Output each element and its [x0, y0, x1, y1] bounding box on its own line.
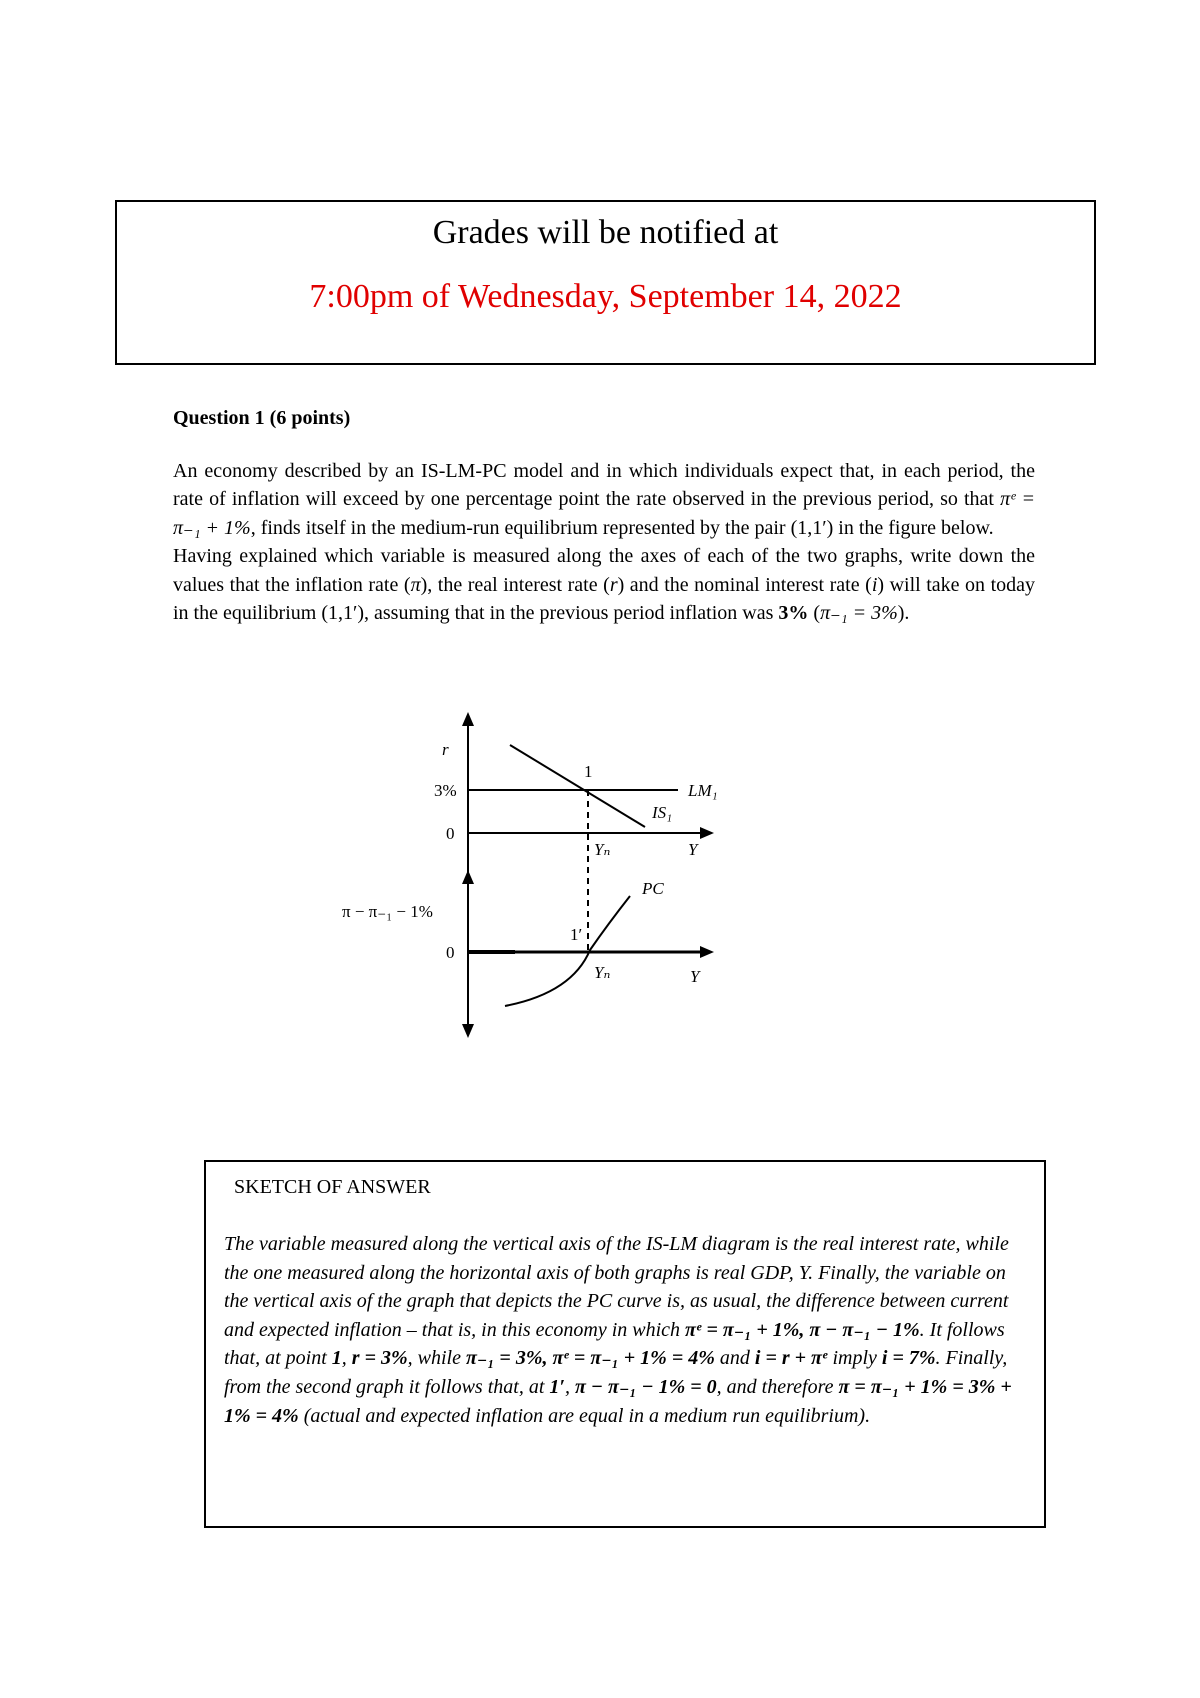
question-text: An economy described by an IS-LM-PC model and in which individuals expect that, in each period, the rate of inflation will exceed by one percentage point the rate observed in the previous period, so that	[173, 460, 1035, 511]
previous-inflation-equation: π₋₁ = 3%	[820, 602, 898, 625]
tick-label-0-bottom: 0	[446, 943, 455, 962]
equilibrium-pair: (1,1′)	[790, 516, 834, 539]
answer-text: . Finally, from the second graph it follows that, at	[224, 1347, 1008, 1398]
r-symbol: r	[609, 573, 618, 596]
previous-inflation-value: 3%	[778, 602, 809, 625]
tick-label-0-top: 0	[446, 824, 455, 843]
lm-label: LM₁	[688, 781, 718, 800]
answer-body	[224, 1230, 1028, 1430]
answer-title: SKETCH OF ANSWER	[234, 1176, 431, 1198]
bottom-y-axis-label: π − π₋₁ − 1%	[342, 902, 433, 921]
point-1prime-label: 1′	[570, 925, 583, 944]
question-text: ).	[897, 602, 910, 625]
answer-text: imply	[827, 1347, 882, 1370]
answer-text: , while	[407, 1347, 466, 1370]
notice-date: 7:00pm of Wednesday, September 14, 2022	[309, 278, 902, 315]
tick-label-3pct: 3%	[434, 781, 457, 800]
equilibrium-pair: (1,1′)	[321, 602, 365, 625]
answer-text: ,	[565, 1375, 575, 1398]
answer-point: 1	[331, 1347, 342, 1370]
answer-text: (actual and expected inflation are equal in a medium run equilibrium).	[298, 1404, 871, 1427]
question-text: , assuming that in the previous period inflation was	[364, 602, 779, 625]
yn-label-top: Yₙ	[594, 840, 611, 859]
answer-equation: i = 7%	[881, 1347, 936, 1370]
is-label: IS₁	[652, 803, 673, 822]
answer-text: The variable measured along the vertical axis of the IS-LM diagram is the real interest rate, while the one measured along the horizontal axis of both graphs is real GDP,	[224, 1233, 1009, 1284]
top-x-axis-label: Y	[688, 840, 698, 859]
bottom-x-axis-label: Y	[690, 967, 700, 986]
answer-text: and	[714, 1347, 755, 1370]
answer-equation: π₋₁ = 3%, πᵉ = π₋₁ + 1% = 4%	[465, 1347, 715, 1370]
answer-text: ,	[341, 1347, 352, 1370]
question-text: ) and the nominal interest rate (	[617, 573, 872, 596]
question-text: (	[808, 602, 821, 625]
pc-label: PC	[642, 879, 664, 898]
yn-label-bottom: Yₙ	[594, 963, 611, 982]
gdp-symbol: Y	[798, 1261, 809, 1284]
answer-equation: π − π₋₁ − 1% = 0	[575, 1375, 717, 1398]
top-x-axis-arrow	[700, 827, 714, 839]
question-text: , finds itself in the medium-run equilibrium represented by the pair	[250, 516, 791, 539]
question-text: ) will take on today in the equilibrium	[173, 573, 1036, 625]
answer-equation: π = π₋₁ + 1% = 3% + 1% = 4%	[224, 1375, 1012, 1427]
top-y-axis-arrow	[462, 712, 474, 726]
answer-text: . Finally, the variable on the vertical axis of the graph that depicts the PC curve is, as usual, the difference between current and expected inflation – that is, in this economy in which	[224, 1261, 1009, 1341]
bottom-x-axis-arrow	[700, 946, 714, 958]
question-body	[173, 457, 1035, 627]
question-text: Having explained which variable is measured along the axes of each of the two graphs, write down the values that the inflation rate (	[173, 545, 1035, 596]
i-symbol: i	[871, 573, 878, 596]
notice-heading: Grades will be notified at	[432, 214, 779, 251]
is-curve	[510, 745, 645, 827]
bottom-y-axis-arrow-down	[462, 1024, 474, 1038]
top-y-axis-label: r	[442, 740, 449, 759]
answer-point: 1′	[549, 1375, 565, 1398]
question-text: ), the real interest rate (	[420, 573, 610, 596]
answer-equation: πᵉ = π₋₁ + 1%, π − π₋₁ − 1%	[685, 1318, 920, 1341]
answer-equation: i = r + πᵉ	[754, 1347, 828, 1370]
answer-equation: r = 3%	[351, 1347, 408, 1370]
question-title: Question 1 (6 points)	[173, 407, 351, 429]
answer-box	[204, 1160, 1046, 1528]
point-1-label: 1	[584, 762, 593, 781]
notice-box	[115, 200, 1096, 365]
question-text: in the figure below.	[833, 516, 994, 539]
is-lm-pc-figure	[300, 710, 800, 1040]
expectation-equation: πᵉ = π₋₁ + 1%	[173, 488, 1035, 539]
answer-text: . It follows that, at point	[224, 1318, 1005, 1370]
bottom-y-axis-arrow-up	[462, 870, 474, 884]
answer-text: , and therefore	[716, 1375, 839, 1398]
pi-symbol: π	[410, 573, 421, 596]
